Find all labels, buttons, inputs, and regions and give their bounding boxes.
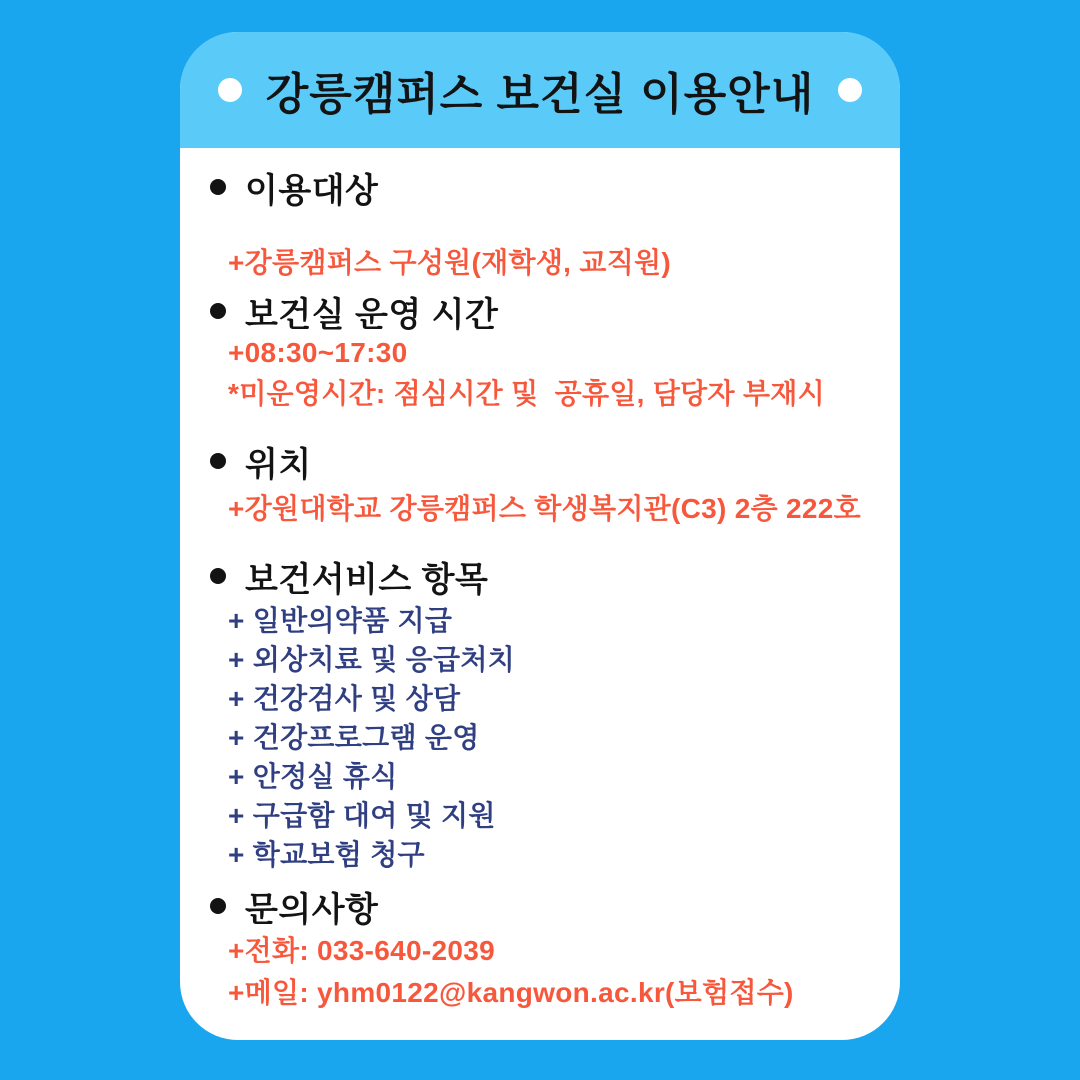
detail-line: + 일반의약품 지급 [228, 605, 453, 636]
section-usage-target [210, 164, 864, 280]
section-title: 이용대상 [245, 171, 379, 210]
detail-line: +전화: 033-640-2039 [228, 935, 496, 966]
section-heading-usage-target [210, 164, 864, 210]
section-items [210, 246, 864, 280]
content-area [180, 164, 900, 1010]
bullet-dot-icon [210, 453, 226, 469]
section-items [210, 336, 864, 411]
section-inquiries [210, 883, 864, 1010]
section-heading-inquiries [210, 883, 864, 929]
info-card [180, 32, 900, 1040]
detail-line: +08:30~17:30 [228, 337, 408, 368]
section-title: 위치 [245, 445, 312, 484]
header-band [180, 32, 900, 148]
detail-line: +강릉캠퍼스 구성원(재학생, 교직원) [228, 247, 672, 278]
detail-line: + 외상치료 및 응급처치 [228, 644, 516, 675]
section-heading-location [210, 438, 864, 484]
section-title: 문의사항 [245, 890, 379, 929]
detail-line: +강원대학교 강릉캠퍼스 학생복지관(C3) 2층 222호 [228, 493, 862, 524]
page-title: 강릉캠퍼스 보건실 이용안내 [265, 70, 815, 119]
detail-line: + 구급함 대여 및 지원 [228, 800, 496, 831]
section-items [210, 492, 864, 526]
detail-line: + 안정실 휴식 [228, 761, 398, 792]
bullet-dot-icon [210, 568, 226, 584]
section-health-services [210, 553, 864, 872]
section-items [210, 934, 864, 1010]
section-heading-health-services [210, 553, 864, 599]
detail-line: + 건강검사 및 상담 [228, 683, 461, 714]
title-right-dot-icon [838, 78, 862, 102]
section-location [210, 438, 864, 526]
detail-line: *미운영시간: 점심시간 및 공휴일, 담당자 부재시 [228, 378, 825, 409]
detail-line: + 건강프로그램 운영 [228, 722, 480, 753]
section-title: 보건서비스 항목 [245, 560, 489, 599]
section-title: 보건실 운영 시간 [245, 295, 499, 334]
title-left-dot-icon [218, 78, 242, 102]
section-heading-operating-hours [210, 288, 864, 334]
section-items [210, 604, 864, 872]
bullet-dot-icon [210, 179, 226, 195]
bullet-dot-icon [210, 303, 226, 319]
detail-line: +메일: yhm0122@kangwon.ac.kr(보험접수) [228, 977, 794, 1008]
bullet-dot-icon [210, 898, 226, 914]
detail-line: + 학교보험 청구 [228, 839, 425, 870]
section-operating-hours [210, 288, 864, 411]
